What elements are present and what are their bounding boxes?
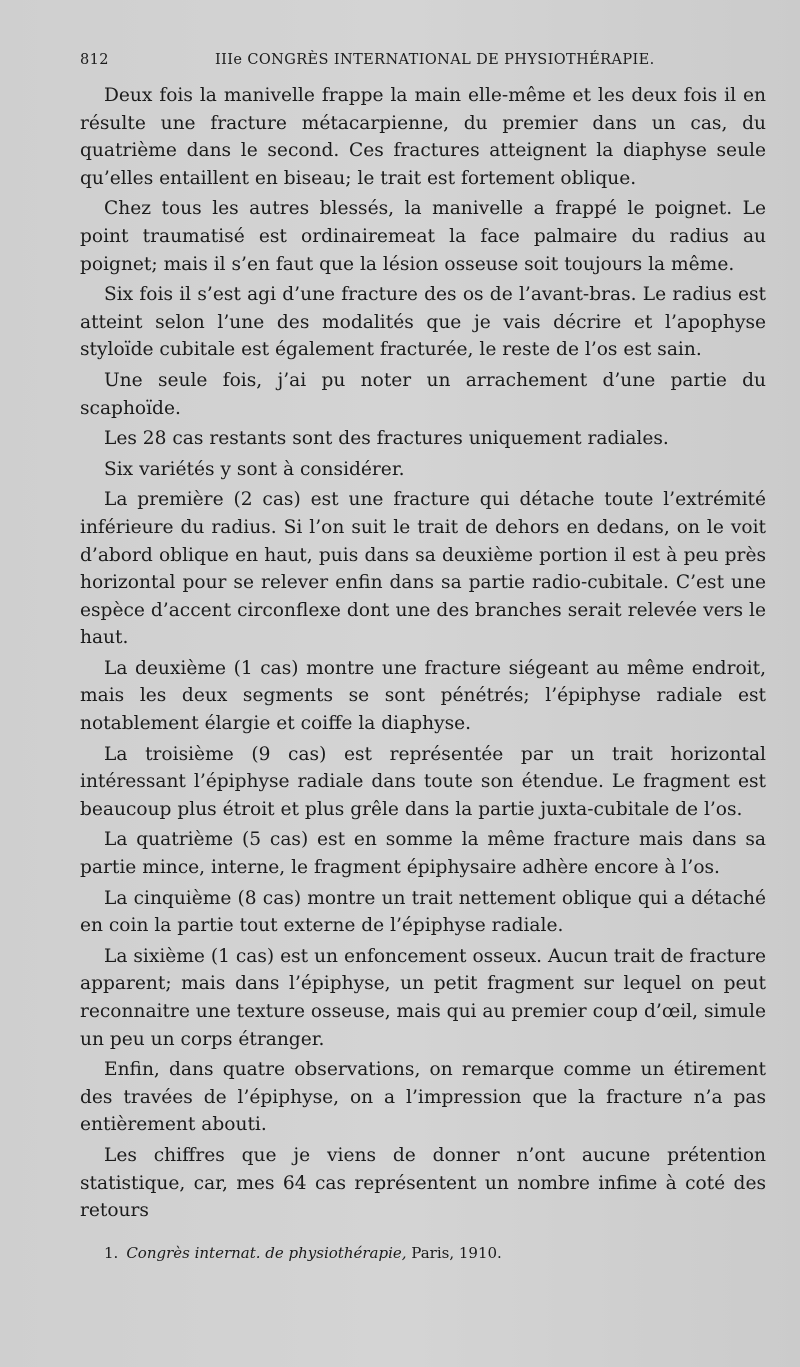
running-title: IIIe CONGRÈS INTERNATIONAL DE PHYSIOTHÉRAPIE.	[215, 52, 655, 68]
paragraph: Chez tous les autres blessés, la manivelle a frappé le poignet. Le point traumatisé est ordinairemeat la face palmaire du radius au poignet; mais il s’en faut que la lésion osseuse soit toujours la même.	[80, 198, 766, 275]
paragraph: Les 28 cas restants sont des fractures uniquement radiales.	[104, 428, 669, 450]
paragraph: La sixième (1 cas) est un enfoncement osseux. Aucun trait de fracture apparent; mais dans l’épiphyse, un petit fragment sur lequel on peut reconnaitre une texture osseuse, mais qui au premier coup d’œil, simule un peu un corps étranger.	[80, 945, 766, 1050]
footnote	[104, 1243, 754, 1263]
page-number: 812	[80, 52, 109, 68]
paragraph: La quatrième (5 cas) est en somme la même fracture mais dans sa partie mince, interne, le fragment épiphysaire adhère encore à l’os.	[80, 829, 766, 879]
paragraph: Les chiffres que je viens de donner n’ont aucune prétention statistique, car, mes 64 cas représentent un nombre infime à coté des retours	[80, 1144, 766, 1222]
paragraph: La deuxième (1 cas) montre une fracture siégeant au même endroit, mais les deux segments se sont pénétrés; l’épiphyse radiale est notablement élargie et coiffe la diaphyse.	[80, 657, 766, 735]
paragraph: Deux fois la manivelle frappe la main elle-même et les deux fois il en résulte une fracture métacarpienne, du premier dans un cas, du quatrième dans le second. Ces fractures atteignent la diaphyse seule qu’elles entaillent en biseau; le trait est fortement oblique.	[80, 85, 766, 189]
paragraph: Six fois il s’est agi d’une fracture des os de l’avant-bras. Le radius est atteint selon l’une des modalités que je vais décrire et l’apophyse styloïde cubitale est également fracturée, le reste de l’os est sain.	[80, 284, 766, 361]
running-header	[80, 52, 770, 76]
body-text	[80, 82, 766, 1228]
paragraph: La première (2 cas) est une fracture qui détache toute l’extrémité inférieure du radius. Si l’on suit le trait de dehors en dedans, on le voit d’abord oblique en haut, puis dans sa deuxième portion il est à peu près horizontal pour se relever enfin dans sa partie radio-cubitale. C’est une espèce d’accent circonflexe dont une des branches serait relevée vers le haut.	[80, 489, 766, 649]
footnote-source-title: Congrès internat. de physiothérapie,	[126, 1244, 407, 1262]
paragraph: La cinquième (8 cas) montre un trait nettement oblique qui a détaché en coin la partie tout externe de l’épiphyse radiale.	[80, 887, 766, 937]
paragraph: La troisième (9 cas) est représentée par un trait horizontal intéressant l’épiphyse radiale dans toute son étendue. Le fragment est beaucoup plus étroit et plus grêle dans la partie juxta-cubitale de l’os.	[80, 743, 766, 820]
paragraph: Une seule fois, j’ai pu noter un arrachement d’une partie du scaphoïde.	[80, 369, 766, 419]
footnote-number: 1.	[104, 1244, 119, 1262]
paragraph: Enfin, dans quatre observations, on remarque comme un étirement des travées de l’épiphyse, on a l’impression que la fracture n’a pas entièrement abouti.	[80, 1059, 766, 1136]
footnote-source-place: Paris, 1910.	[406, 1244, 502, 1262]
paragraph: Six variétés y sont à considérer.	[104, 458, 405, 480]
